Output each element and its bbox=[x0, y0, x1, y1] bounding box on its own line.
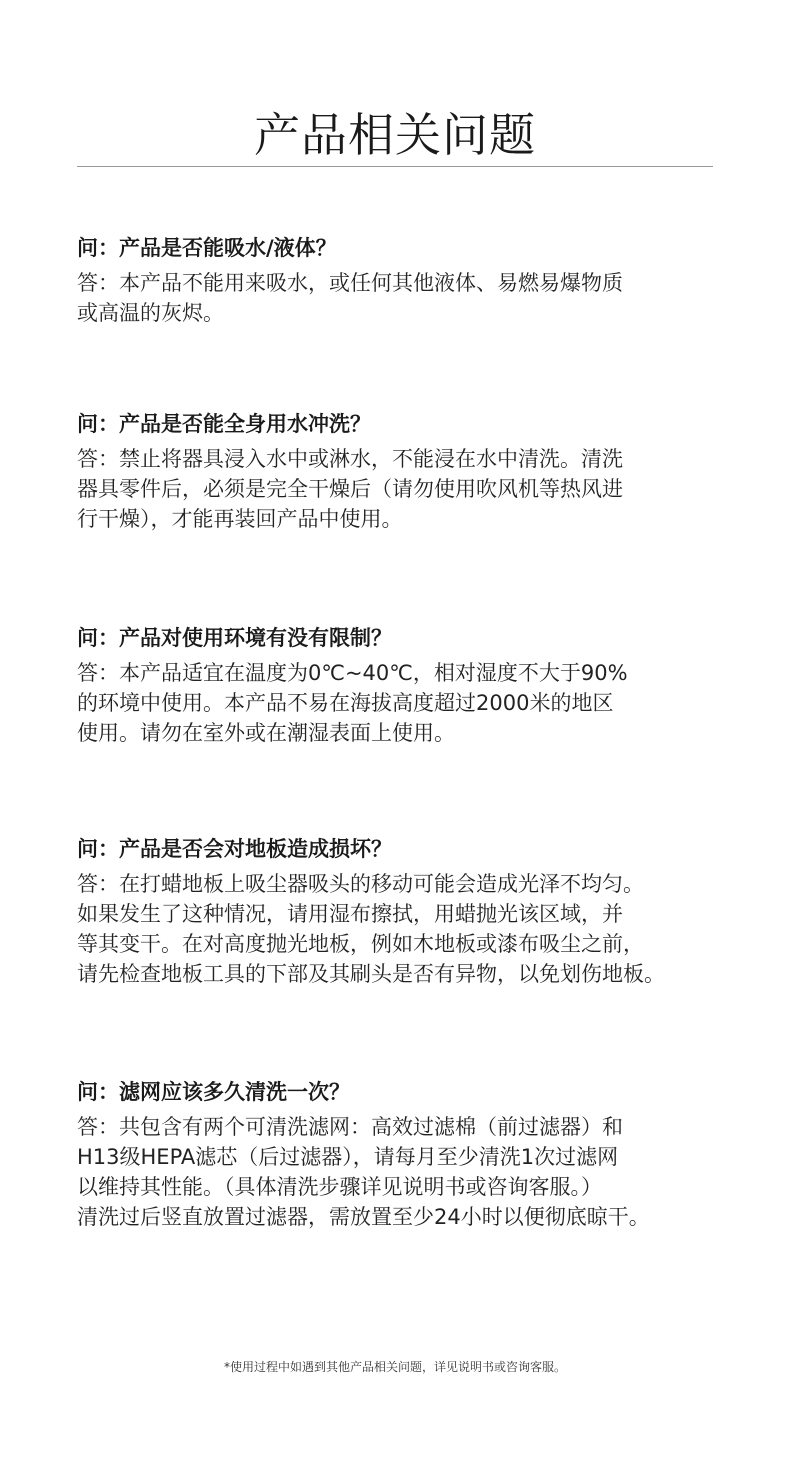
page-title: 产品相关问题 bbox=[254, 107, 536, 162]
answer-line: H13级HEPA滤芯（后过滤器），请每月至少清洗1次过滤网 bbox=[77, 1145, 619, 1169]
answer-line: 请先检查地板工具的下部及其刷头是否有异物，以免划伤地板。 bbox=[77, 962, 665, 986]
title-divider bbox=[77, 166, 713, 167]
faq-question: 问：产品对使用环境有没有限制？ bbox=[77, 626, 392, 650]
answer-line: 行干燥），才能再装回产品中使用。 bbox=[77, 507, 403, 531]
faq-answer bbox=[77, 444, 737, 534]
answer-line: 答：在打蜡地板上吸尘器吸头的移动可能会造成光泽不均匀。 bbox=[77, 872, 644, 896]
faq-item-1 bbox=[77, 234, 737, 328]
faq-item-2 bbox=[77, 410, 737, 534]
answer-line: 答：本产品不能用来吸水，或任何其他液体、易燃易爆物质 bbox=[77, 271, 623, 295]
answer-line: 的环境中使用。本产品不易在海拔高度超过2000米的地区 bbox=[77, 691, 614, 715]
answer-line: 等其变干。在对高度抛光地板，例如木地板或漆布吸尘之前， bbox=[77, 932, 644, 956]
faq-item-4 bbox=[77, 835, 737, 989]
faq-item-5 bbox=[77, 1078, 737, 1232]
footnote: *使用过程中如遇到其他产品相关问题，详见说明书或咨询客服。 bbox=[223, 1360, 566, 1374]
faq-question: 问：产品是否会对地板造成损坏？ bbox=[77, 837, 392, 861]
faq-answer bbox=[77, 658, 737, 748]
faq-question: 问：产品是否能吸水/液体？ bbox=[77, 236, 337, 260]
answer-line: 答：本产品适宜在温度为0℃~40℃，相对湿度不大于90% bbox=[77, 661, 628, 685]
faq-answer bbox=[77, 268, 737, 328]
faq-item-3 bbox=[77, 624, 737, 748]
answer-line: 答：禁止将器具浸入水中或淋水，不能浸在水中清洗。清洗 bbox=[77, 447, 623, 471]
answer-line: 器具零件后，必须是完全干燥后（请勿使用吹风机等热风进 bbox=[77, 477, 623, 501]
answer-line: 清洗过后竖直放置过滤器，需放置至少24小时以便彻底晾干。 bbox=[77, 1205, 650, 1229]
answer-line: 答：共包含有两个可清洗滤网：高效过滤棉（前过滤器）和 bbox=[77, 1115, 623, 1139]
answer-line: 以维持其性能。（具体清洗步骤详见说明书或咨询客服。） bbox=[77, 1175, 602, 1199]
faq-question: 问：滤网应该多久清洗一次？ bbox=[77, 1080, 350, 1104]
answer-line: 或高温的灰烬。 bbox=[77, 301, 224, 325]
answer-line: 使用。请勿在室外或在潮湿表面上使用。 bbox=[77, 721, 455, 745]
answer-line: 如果发生了这种情况，请用湿布擦拭，用蜡抛光该区域，并 bbox=[77, 902, 623, 926]
faq-question: 问：产品是否能全身用水冲洗？ bbox=[77, 412, 371, 436]
faq-answer bbox=[77, 1112, 737, 1232]
faq-answer bbox=[77, 869, 737, 989]
